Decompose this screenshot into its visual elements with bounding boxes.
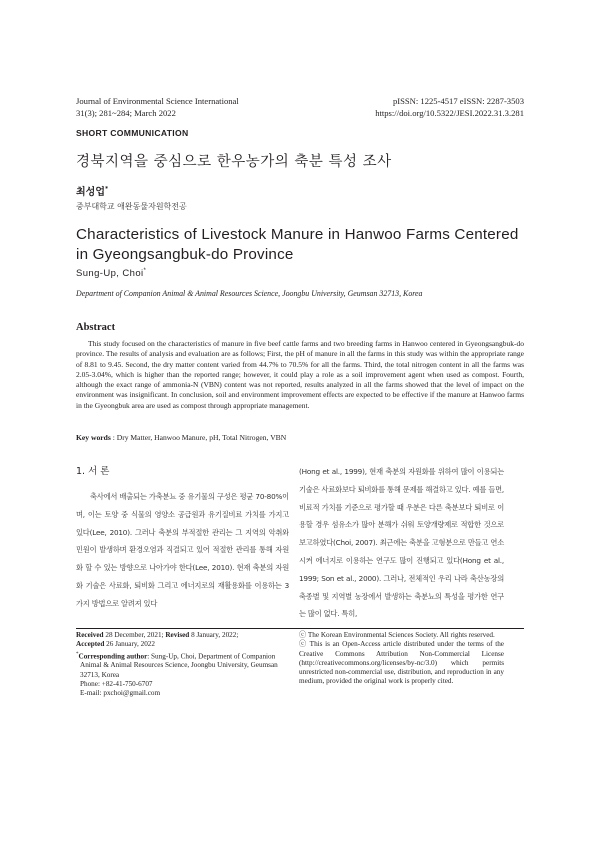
received-date: 28 December, 2021; (103, 631, 166, 639)
keywords-label: Key words (76, 433, 111, 442)
author-english-name: Sung-Up, Choi (76, 268, 144, 280)
received-label: Received (76, 631, 104, 639)
corr-text: : Sung-Up, Choi, Department of Companion Animal & Animal Resources Science, Joongbu University, Geumsan 32713, Korea (80, 651, 278, 679)
abstract-heading: Abstract (76, 322, 116, 333)
accepted-date: 26 January, 2022 (104, 640, 155, 649)
title-korean: 경북지역을 중심으로 한우농가의 축분 특성 조사 (76, 154, 392, 170)
article-type: SHORT COMMUNICATION (76, 128, 189, 138)
journal-issn: pISSN: 1225-4517 eISSN: 2287-3503 (392, 96, 524, 106)
keywords (76, 433, 524, 442)
revised-date: 8 January, 2022; (189, 631, 239, 639)
footnote-dates (76, 631, 291, 640)
keywords-value: : Dry Matter, Hanwoo Manure, pH, Total Nitrogen, VBN (110, 433, 287, 442)
title-english: Characteristics of Livestock Manure in Hanwoo Farms Centered in Gyeongsangbuk-do Province (76, 226, 519, 263)
license-notice: ⓒ This is an Open-Access article distributed under the terms of the Creative Commons Attribution Non-Commercial License (http://creativecommons.org/licenses/by-nc/3.0) which permits unrestricted non-commercial use, distribution, and reproduction in any medium, provided the original work is properly cited. (299, 640, 504, 686)
affiliation-korean: 중부대학교 애완동물자원학전공 (76, 202, 187, 211)
footnote-article-info (76, 631, 291, 698)
article-doi[interactable]: https://doi.org/10.5322/JESI.2022.31.3.281 (375, 108, 524, 118)
footnote-divider (76, 628, 524, 629)
author-korean-name: 최성업 (76, 187, 105, 198)
corresponding-author (76, 650, 291, 680)
copyright-notice: ⓒ The Korean Environmental Sciences Society. All rights reserved. (299, 631, 495, 639)
body-right-column: (Hong et al., 1999), 현재 축분의 자원화를 위하여 많이 이용되는 기술은 사료화보다 퇴비화를 통해 문제를 해결하고 있다. 예를 들면, 비료적 가치를 기준으로 평가할 때 우분은 다른 축분보다 퇴비로 이용할 경우 섬유소가 많아 분해가 쉬워 토양개량제로 적합한 것으로 보고하였다(Choi, 2007). 최근에는 축분을 고형분으로 만들고 연소시켜 에너지로 이용하는 연구도 많이 진행되고 있다(Hong et al., 1999; Son et al., 2000). 그러나, 전체적인 우리 나라 축산농장의 축종별 및 지역별 농장에서 발생하는 축분뇨의 특성을 평가한 연구는 많이 없다. 특히, (299, 467, 504, 619)
author-korean (76, 183, 108, 198)
journal-volume: 31(3); 281~284; March 2022 (76, 108, 176, 118)
accepted-label: Accepted (76, 640, 105, 649)
affiliation-english: Department of Companion Animal & Animal Resources Science, Joongbu University, Geumsan 32713, Korea (76, 289, 423, 298)
journal-name: Journal of Environmental Science International (76, 96, 239, 106)
revised-label: Revised (165, 631, 190, 639)
corr-phone: Phone: +82-41-750-6707 (80, 679, 153, 688)
footnote-accepted (76, 640, 291, 649)
corr-mark: * (76, 651, 79, 657)
corr-email[interactable]: E-mail: pxchoi@gmail.com (80, 689, 161, 698)
author-english-mark: * (143, 268, 147, 274)
author-english (76, 268, 146, 279)
section-heading: 1. 서 론 (76, 466, 110, 477)
footnote-license (299, 631, 504, 687)
body-left-column: 축사에서 배출되는 가축분뇨 중 유기물의 구성은 평균 70-80%이며, 이는 토양 중 식물의 영양소 공급원과 유기질비료 가치를 가지고 있다(Lee, 2010). 그러나 축분의 부적절한 관리는 그 지역의 악취와 민원이 발생하며 환경오염과 직결되고 있어 적절한 관리를 통해 자원화 할 수 있는 방향으로 나아가야 한다(Lee, 2010). 현재 축분의 자원화 기술은 사료화, 퇴비화 그리고 에너지로의 재활용화를 이용하는 3가지 방법으로 알려져 있다 (76, 492, 289, 608)
abstract-body: This study focused on the characteristics of manure in five beef cattle farms and two breeding farms in Hanwoo centered in Gyeongsangbuk-do province. The results of analysis and evaluation are as follows; First, the pH of manure in all the farms in this study was within the appropriate range of 8.81 to 9.45. Second, the dry matter content varied from 44.7% to 70.5% for all the farms. Third, the total nitrogen content in all the farms was 2.05-3.04%, which is higher than the reported range; however, it could play a role as a soil improvement agent when used as compost. Fourth, although the exact range of ammonia-N (VBN) content was not reported, results analyzed in all the farms showed that the level of impact on the environment was insignificant. In conclusion, soil and environment improvement effects are expected to be effective if the manure at Hanwoo farms in the Gyeongbuk area are used as compost through appropriate management. (76, 339, 524, 410)
corr-label: Corresponding author (78, 651, 148, 660)
author-korean-mark: * (104, 185, 109, 193)
